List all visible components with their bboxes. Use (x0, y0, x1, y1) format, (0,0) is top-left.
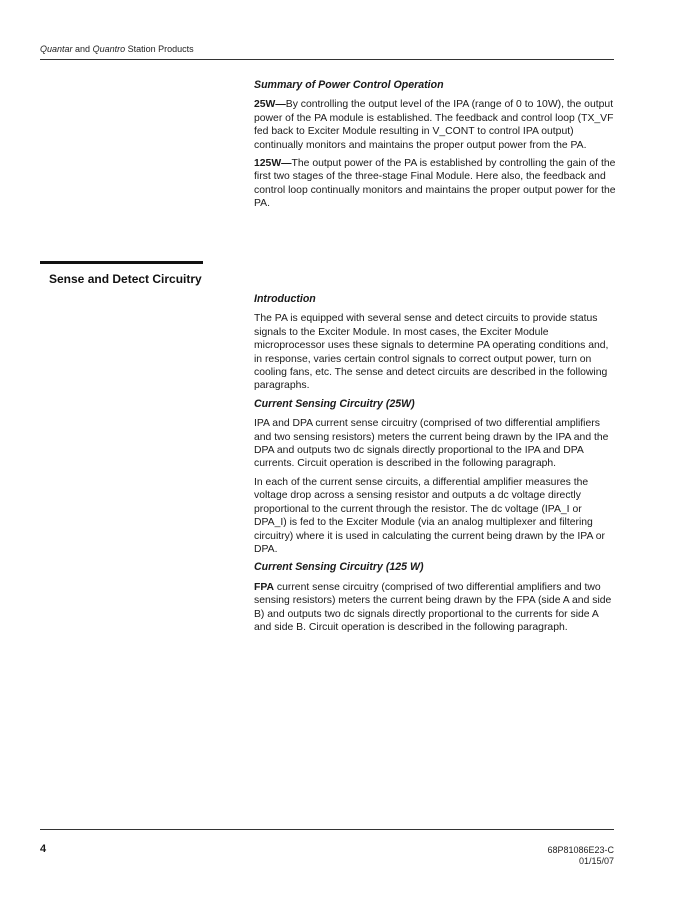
footer-rule (40, 829, 614, 830)
section-bar (40, 261, 203, 264)
introduction-heading: Introduction (254, 293, 316, 305)
header-brand-quantro: Quantro (92, 44, 126, 54)
current-sensing-25w-heading: Current Sensing Circuitry (25W) (254, 397, 415, 410)
current-sensing-125w-paragraph (254, 581, 616, 635)
section-title: Sense and Detect Circuitry (49, 272, 202, 286)
summary-125w-text: The output power of the PA is established by controlling the gain of the first two stages of the three-stage Final Module. Here also, the feedback and control loop continually monitors and maintains the proper output power for the PA. (254, 158, 616, 210)
document-number: 68P81086E23-C (547, 845, 614, 855)
document-id (547, 845, 614, 867)
document-date: 01/15/07 (578, 856, 614, 866)
running-header (40, 44, 194, 54)
summary-block (254, 79, 616, 216)
summary-paragraph-125w (254, 157, 616, 211)
header-brand-quantar: Quantar (40, 44, 73, 54)
page-number: 4 (40, 843, 47, 855)
current-sensing-125w-text: current sense circuitry (comprised of two differential amplifiers and two sensing resistors) meters the current being drawn by the FPA (side A and side B) and outputs two dc signals directly proportional to the currents for side A and side B. Circuit operation is described in the following paragraph. (254, 581, 612, 633)
header-and: and (72, 44, 93, 54)
current-sensing-25w-paragraph-1: IPA and DPA current sense circuitry (comprised of two differential amplifiers and two sensing resistors) meters the current being drawn by the IPA and the DPA and outputs two dc signals directly proportional to the IPA and DPA currents. Circuit operation is described in the following paragraph. (254, 418, 609, 470)
current-sensing-25w-paragraph-2: In each of the current sense circuits, a differential amplifier measures the voltage drop across a sensing resistor and outputs a dc voltage directly proportional to the current through the resistor. The dc voltage (IPA_I or DPA_I) is fed to the Exciter Module (via an analog multiplexer and filtering circuitry) where it is used in calculating the current being drawn by the IPA or DPA. (254, 476, 605, 555)
label-25w: 25W— (254, 99, 286, 111)
summary-heading: Summary of Power Control Operation (254, 79, 444, 91)
label-fpa: FPA (254, 581, 275, 593)
header-suffix: Station Products (125, 44, 194, 54)
label-125w: 125W— (254, 158, 292, 170)
current-sensing-125w-heading: Current Sensing Circuitry (125 W) (254, 561, 424, 574)
header-rule (40, 59, 614, 60)
introduction-paragraph: The PA is equipped with several sense and detect circuits to provide status signals to the Exciter Module. In most cases, the Exciter Module microprocessor uses these signals to determine PA operating conditions and, in response, varies certain control signals to correct output power, turn on cooling fans, etc. The sense and detect circuits are described in the following paragraphs. (254, 313, 609, 392)
sense-detect-block (254, 293, 616, 639)
summary-paragraph-25w (254, 98, 616, 152)
summary-25w-text: By controlling the output level of the IPA (range of 0 to 10W), the output power of the PA module is established. The feedback and control loop (TX_VF fed back to Exciter Module resulting in V_CONT to control IPA output) continually monitors and maintains the proper output power from the PA. (254, 99, 614, 151)
